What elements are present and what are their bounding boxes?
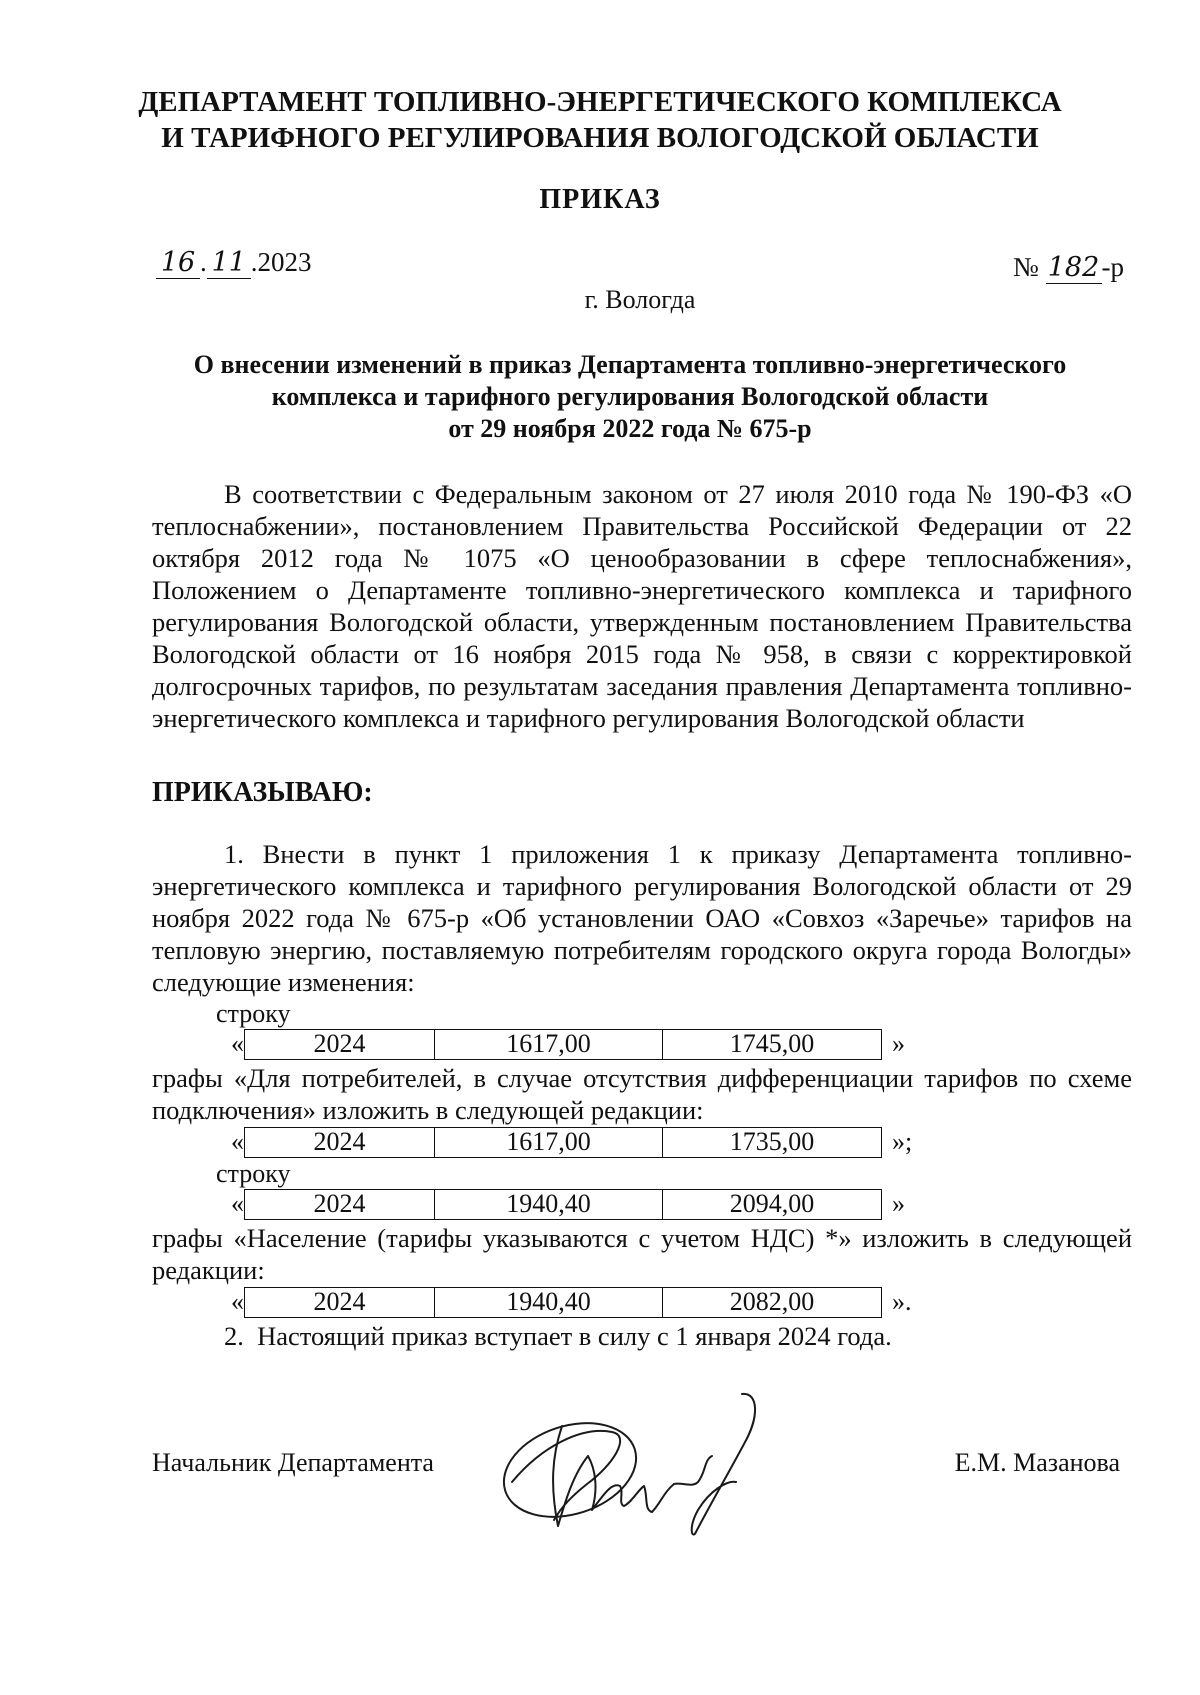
row-label-1: строку bbox=[216, 999, 291, 1028]
signatory-position: Начальник Департамента bbox=[152, 1448, 434, 1477]
city: г. Вологда bbox=[584, 285, 696, 314]
cell-value-2: 2094,00 bbox=[662, 1189, 882, 1220]
row-label-2: строку bbox=[216, 1159, 291, 1188]
organization-name-line1: ДЕПАРТАМЕНТ ТОПЛИВНО-ЭНЕРГЕТИЧЕСКОГО КОМПЛЕКСА bbox=[138, 86, 1062, 118]
number-suffix: -р bbox=[1101, 252, 1124, 282]
subject-line1: О внесении изменений в приказ Департамента топливно-энергетического bbox=[193, 350, 1067, 379]
subject-line3: от 29 ноября 2022 года № 675-р bbox=[448, 414, 812, 443]
quote-open: « bbox=[231, 1127, 244, 1156]
organization-name bbox=[0, 84, 1200, 156]
subject-line2: комплекса и тарифного регулирования Вологодской области bbox=[271, 382, 989, 411]
date-month: 11 bbox=[207, 247, 251, 279]
document-subject bbox=[100, 349, 1160, 445]
quote-close: ». bbox=[892, 1287, 912, 1316]
preamble bbox=[152, 478, 1132, 734]
cell-value-2: 1735,00 bbox=[662, 1127, 882, 1158]
graph-text-2: графы «Население (тарифы указываются с учетом НДС) *» изложить в следующей редакции: bbox=[152, 1223, 1132, 1285]
cell-value-1: 1617,00 bbox=[434, 1029, 662, 1060]
handwritten-signature bbox=[492, 1386, 822, 1546]
order-item-1 bbox=[152, 838, 1132, 1352]
preamble-text: В соответствии с Федеральным законом от 27 июля 2010 года № 190-ФЗ «О теплоснабжении», постановлением Правительства Российской Федерации от 22 октября 2012 года № 1075 «О ценообразовании в сфере теплоснабжения», Положением о Департаменте топливно-энергетического комплекса и тарифного регулирования Вологодской области, утвержденным постановлением Правительства Вологодской области от 16 ноября 2015 года № 958, в связи с корректировкой долгосрочных тарифов, по результатам заседания правления Департамента топливно-энергетического комплекса и тарифного регулирования Вологодской области bbox=[152, 479, 1132, 733]
cell-year: 2024 bbox=[244, 1189, 434, 1220]
number-prefix: № bbox=[1012, 252, 1039, 282]
cell-value-2: 2082,00 bbox=[662, 1287, 882, 1318]
quote-open: « bbox=[231, 1029, 244, 1058]
date-day: 16 bbox=[156, 247, 200, 279]
cell-value-1: 1940,40 bbox=[434, 1189, 662, 1220]
date-year: .2023 bbox=[250, 247, 312, 277]
tariff-row-old-2 bbox=[224, 1188, 1132, 1220]
organization-name-line2: И ТАРИФНОГО РЕГУЛИРОВАНИЯ ВОЛОГОДСКОЙ ОБЛАСТИ bbox=[161, 122, 1039, 154]
cell-year: 2024 bbox=[244, 1127, 434, 1158]
quote-close: » bbox=[892, 1189, 905, 1218]
quote-close: »; bbox=[892, 1127, 913, 1156]
cell-value-1: 1617,00 bbox=[434, 1127, 662, 1158]
document-type: ПРИКАЗ bbox=[539, 184, 661, 215]
cell-year: 2024 bbox=[244, 1029, 434, 1060]
cell-year: 2024 bbox=[244, 1287, 434, 1318]
document-number bbox=[1013, 252, 1124, 284]
tariff-row-new-1 bbox=[224, 1126, 1132, 1158]
tariff-row-new-2 bbox=[224, 1286, 1132, 1318]
order-item-2: 2. Настоящий приказ вступает в силу с 1 января 2024 года. bbox=[224, 1321, 892, 1351]
cell-value-1: 1940,40 bbox=[434, 1287, 662, 1318]
item1-text: 1. Внести в пункт 1 приложения 1 к приказу Департамента топливно-энергетического комплекса и тарифного регулирования Вологодской области от 29 ноября 2022 года № 675-р «Об установлении ОАО «Совхоз «Заречье» тарифов на тепловую энергию, поставляемую потребителям городского округа города Вологды» следующие изменения: bbox=[152, 839, 1132, 997]
signatory-name: Е.М. Мазанова bbox=[954, 1448, 1120, 1477]
number-value: 182 bbox=[1046, 252, 1102, 284]
order-word: ПРИКАЗЫВАЮ: bbox=[152, 777, 373, 808]
quote-open: « bbox=[231, 1287, 244, 1316]
document-date: 16 . 11 .2023 bbox=[156, 247, 312, 279]
graph-text-1: графы «Для потребителей, в случае отсутствия дифференциации тарифов по схеме подключения» изложить в следующей редакции: bbox=[152, 1063, 1132, 1125]
quote-close: » bbox=[892, 1029, 905, 1058]
cell-value-2: 1745,00 bbox=[662, 1029, 882, 1060]
quote-open: « bbox=[231, 1189, 244, 1218]
tariff-row-old-1 bbox=[224, 1028, 1132, 1060]
